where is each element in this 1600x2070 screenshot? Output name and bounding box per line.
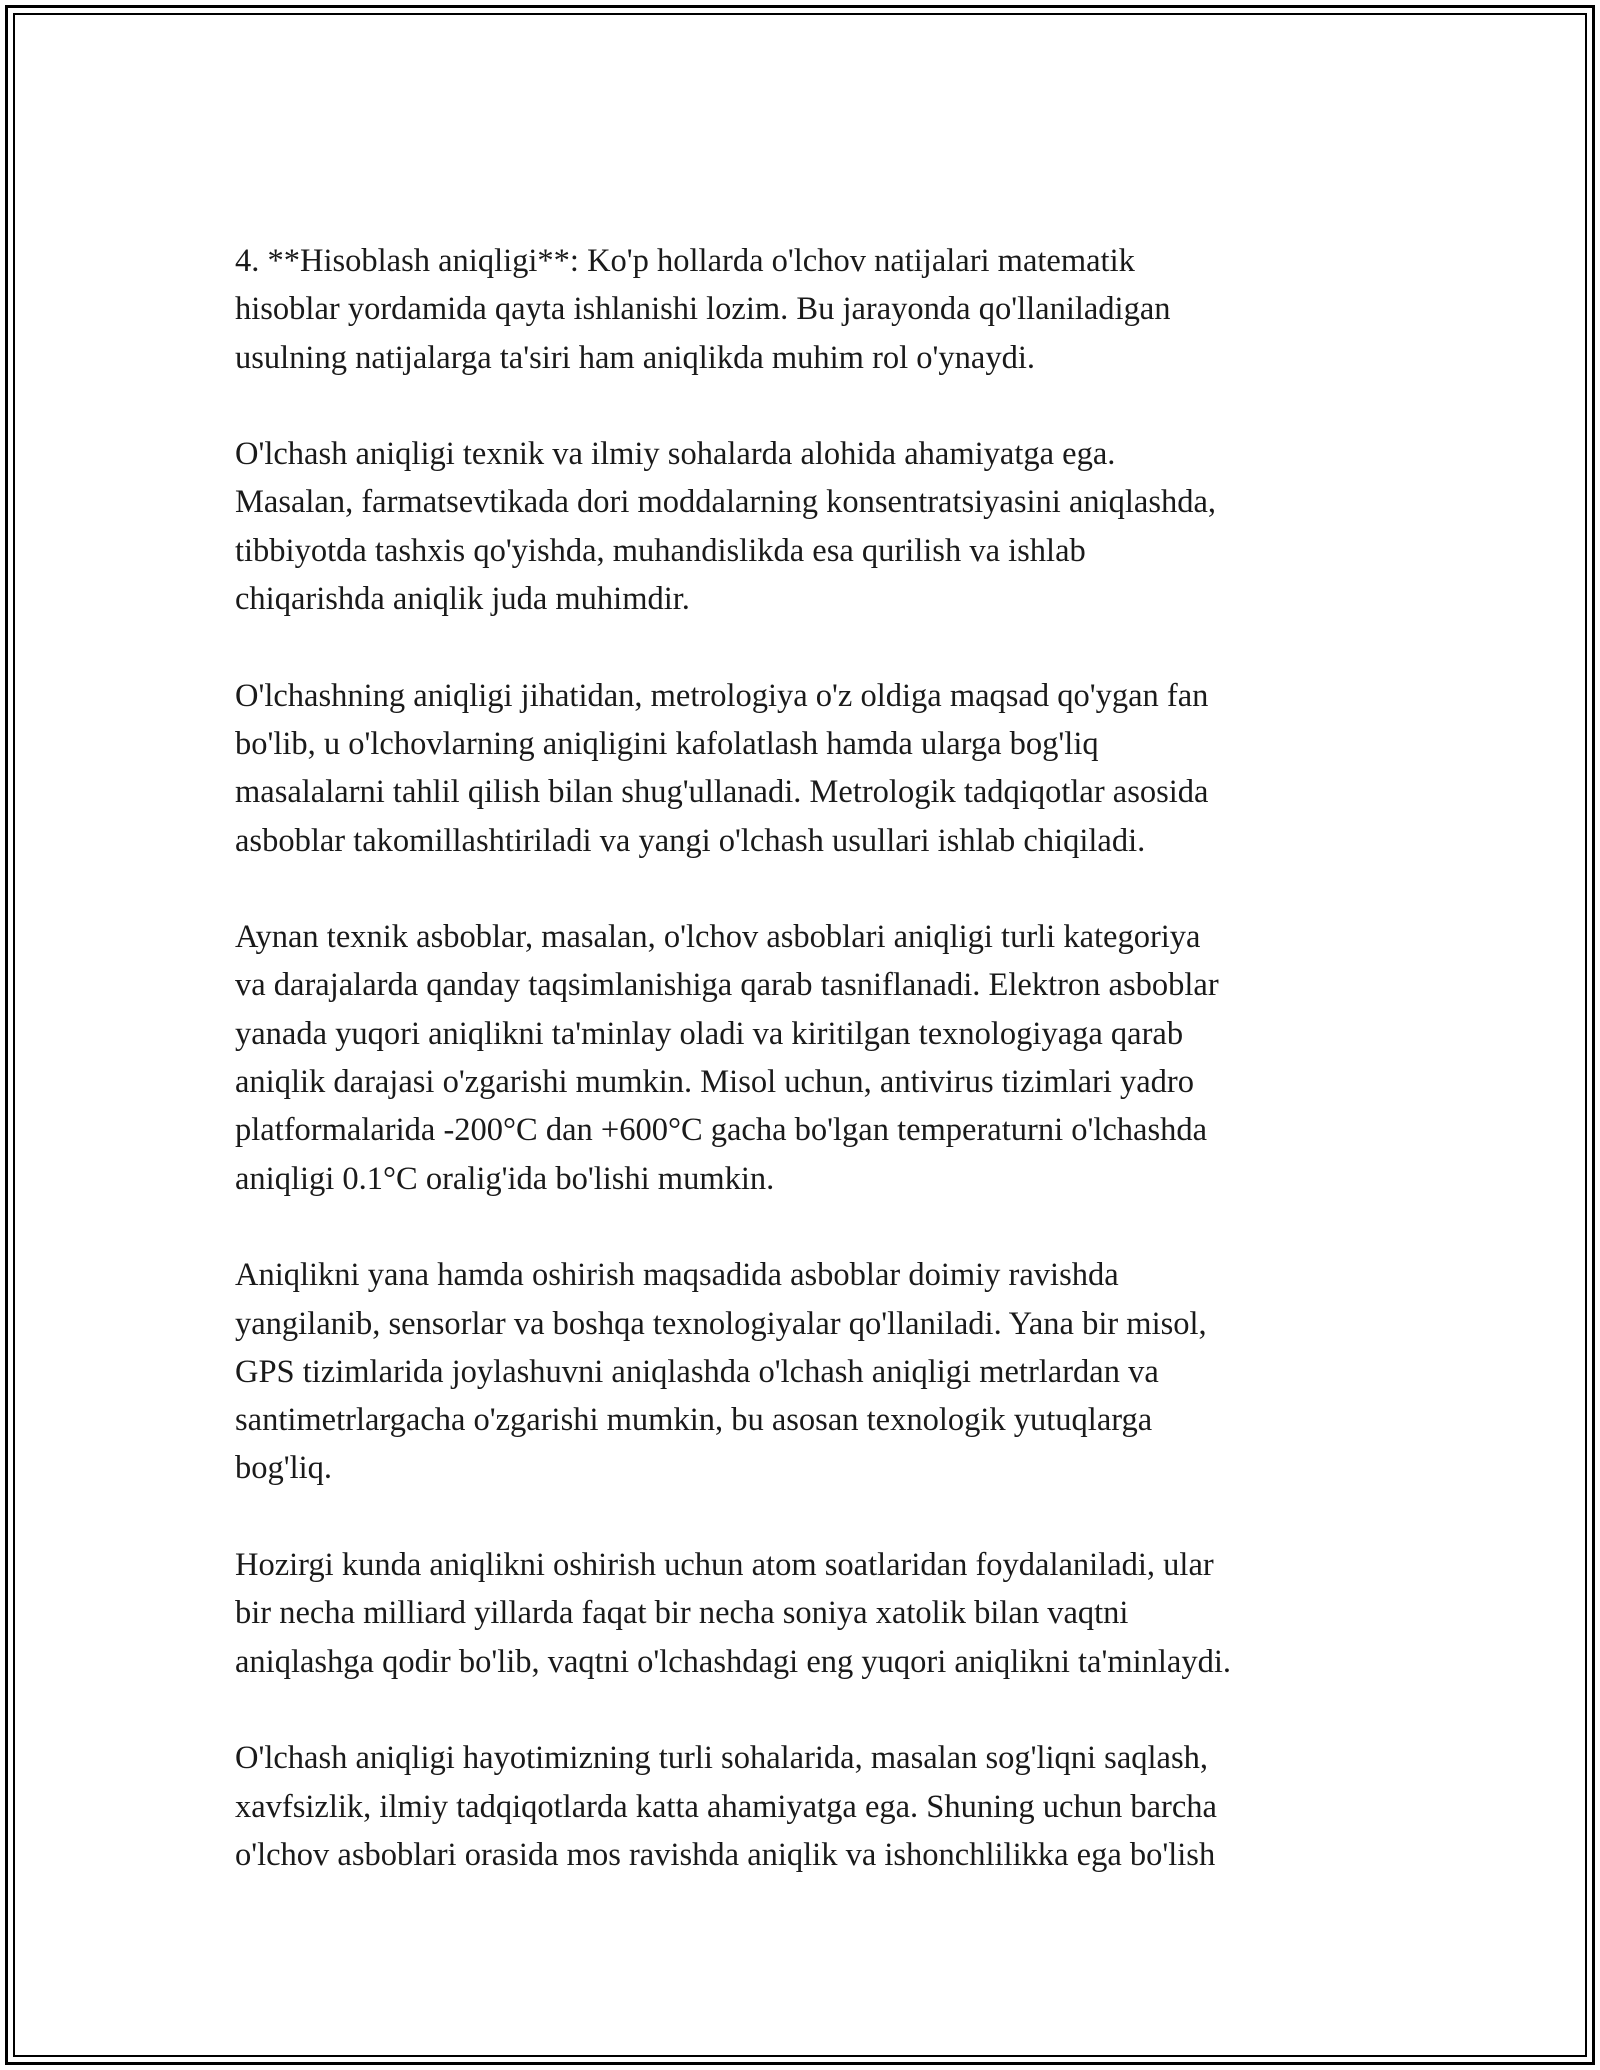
document-body [235, 237, 1385, 1927]
text-line: asboblar takomillashtiriladi va yangi o'lchash usullari ishlab chiqiladi. [235, 822, 1146, 859]
text-line: xavfsizlik, ilmiy tadqiqotlarda katta ahamiyatga ega. Shuning uchun barcha [235, 1788, 1217, 1825]
text-line: aniqlashga qodir bo'lib, vaqtni o'lchashdagi eng yuqori aniqlikni ta'minlaydi. [235, 1643, 1231, 1680]
paragraph-instrument-categories [235, 913, 1385, 1203]
paragraph-gps-example [235, 1251, 1385, 1492]
text-line: chiqarishda aniqlik juda muhimdir. [235, 581, 690, 618]
text-line: aniqligi 0.1°C oralig'ida bo'lishi mumkin. [235, 1160, 775, 1197]
text-line: Masalan, farmatsevtikada dori moddalarning konsentratsiyasini aniqlashda, [235, 484, 1217, 521]
text-line: santimetrlargacha o'zgarishi mumkin, bu asosan texnologik yutuqlarga [235, 1402, 1153, 1439]
text-line: bo'lib, u o'lchovlarning aniqligini kafolatlash hamda ularga bog'liq [235, 725, 1099, 762]
paragraph-everyday-importance [235, 1734, 1385, 1879]
text-line: bir necha milliard yillarda faqat bir necha soniya xatolik bilan vaqtni [235, 1595, 1129, 1632]
paragraph-atomic-clocks [235, 1541, 1385, 1686]
text-line: GPS tizimlarida joylashuvni aniqlashda o'lchash aniqligi metrlardan va [235, 1353, 1159, 1390]
text-line: tibbiyotda tashxis qo'yishda, muhandislikda esa qurilish va ishlab [235, 532, 1086, 569]
text-line: Aynan texnik asboblar, masalan, o'lchov asboblari aniqligi turli kategoriya [235, 919, 1201, 956]
text-line: Aniqlikni yana hamda oshirish maqsadida asboblar doimiy ravishda [235, 1257, 1119, 1294]
text-line: bog'liq. [235, 1450, 333, 1487]
paragraph-metrology [235, 672, 1385, 865]
paragraph-technical-fields [235, 430, 1385, 623]
paragraph-calculation-accuracy [235, 237, 1385, 382]
text-line: platformalarida -200°C dan +600°C gacha bo'lgan temperaturni o'lchashda [235, 1112, 1208, 1149]
text-line: hisoblar yordamida qayta ishlanishi lozim. Bu jarayonda qo'llaniladigan [235, 291, 1171, 328]
text-line: O'lchash aniqligi texnik va ilmiy sohalarda alohida ahamiyatga ega. [235, 436, 1116, 473]
text-line: va darajalarda qanday taqsimlanishiga qarab tasniflanadi. Elektron asboblar [235, 967, 1219, 1004]
text-line: masalalarni tahlil qilish bilan shug'ullanadi. Metrologik tadqiqotlar asosida [235, 774, 1209, 811]
text-line: O'lchashning aniqligi jihatidan, metrologiya o'z oldiga maqsad qo'ygan fan [235, 677, 1209, 714]
text-line: yangilanib, sensorlar va boshqa texnologiyalar qo'llaniladi. Yana bir misol, [235, 1305, 1207, 1342]
text-line: yanada yuqori aniqlikni ta'minlay oladi va kiritilgan texnologiyaga qarab [235, 1015, 1184, 1052]
text-line: Hozirgi kunda aniqlikni oshirish uchun atom soatlaridan foydalaniladi, ular [235, 1547, 1214, 1584]
text-line: 4. **Hisoblash aniqligi**: Ko'p hollarda o'lchov natijalari matematik [235, 243, 1135, 279]
text-line: usulning natijalarga ta'siri ham aniqlikda muhim rol o'ynaydi. [235, 339, 1035, 376]
text-line: o'lchov asboblari orasida mos ravishda aniqlik va ishonchlilikka ega bo'lish [235, 1836, 1216, 1873]
text-line: O'lchash aniqligi hayotimizning turli sohalarida, masalan sog'liqni saqlash, [235, 1740, 1208, 1777]
text-line: aniqlik darajasi o'zgarishi mumkin. Misol uchun, antivirus tizimlari yadro [235, 1064, 1195, 1101]
